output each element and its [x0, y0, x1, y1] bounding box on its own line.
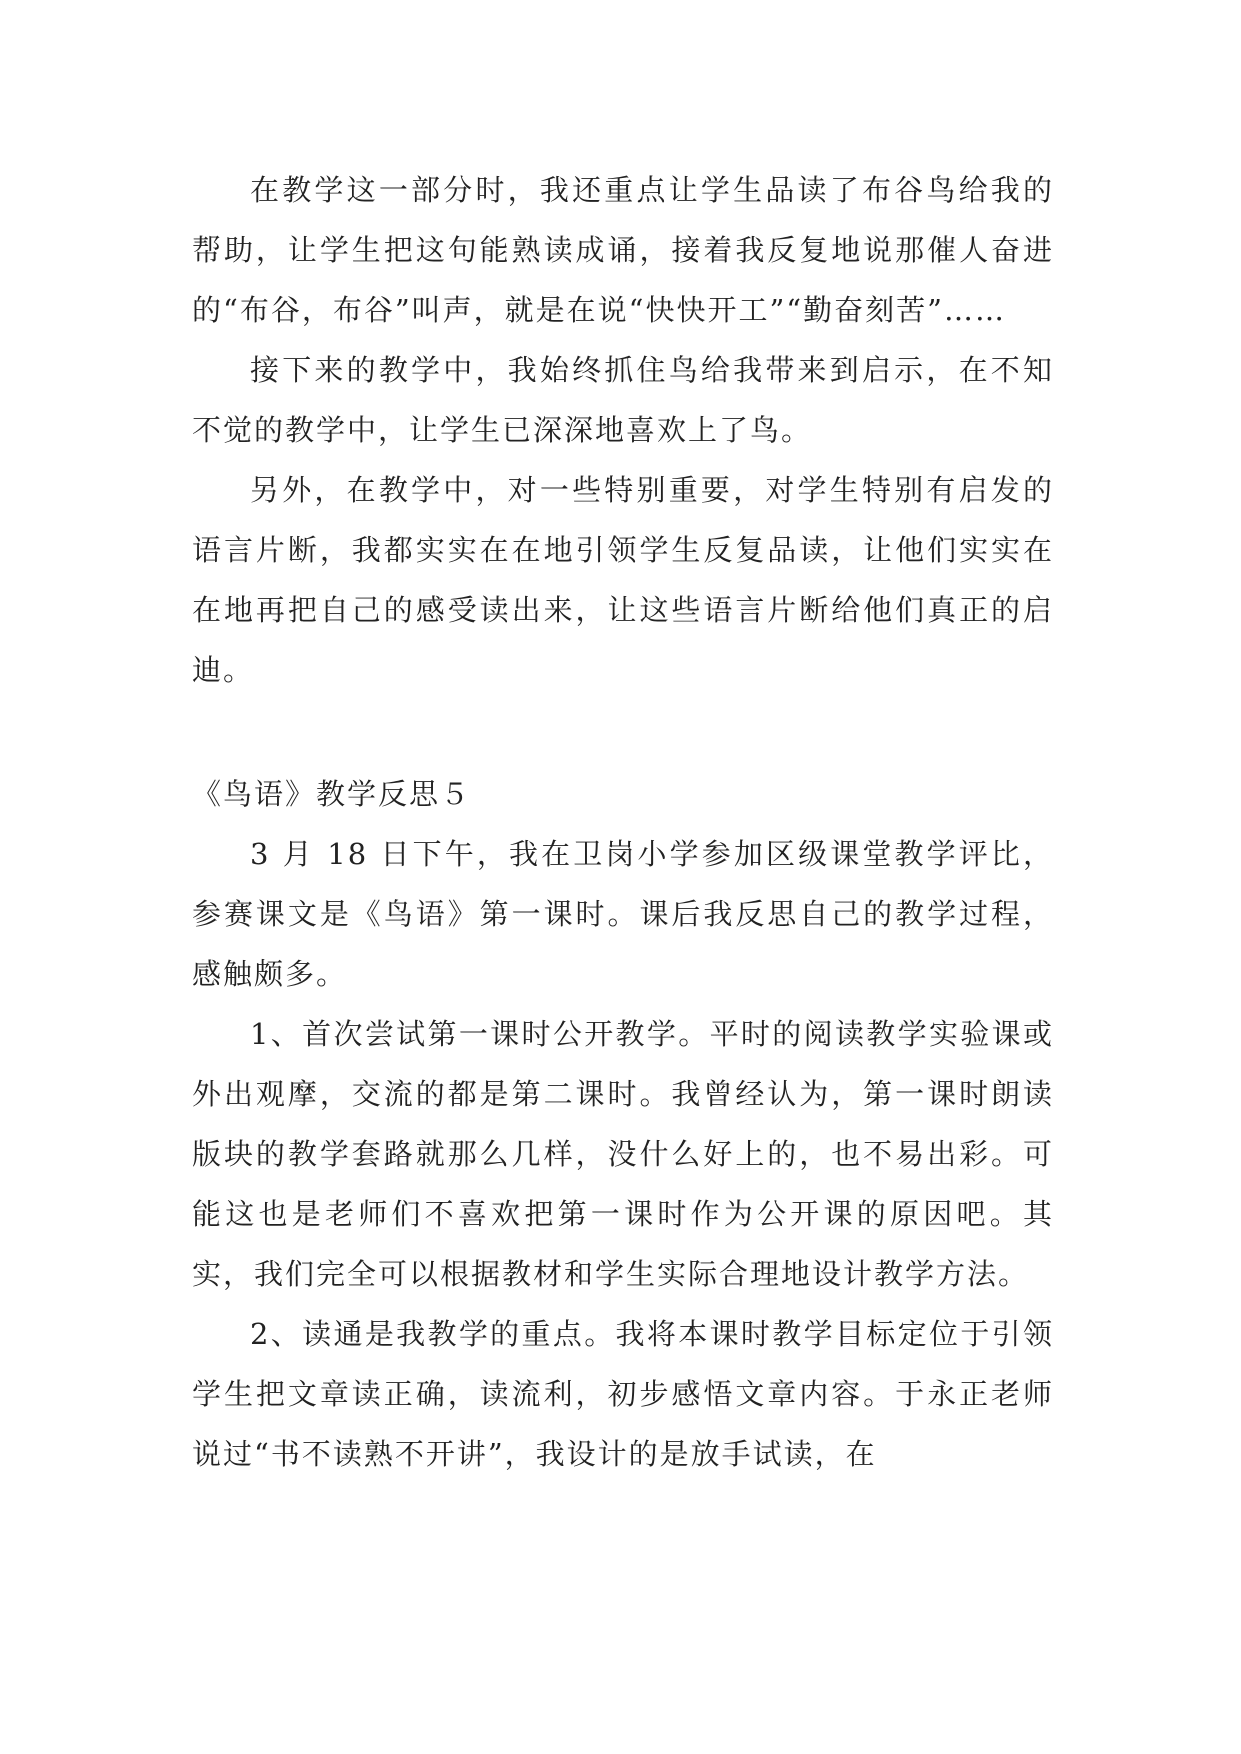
body-paragraph: 在教学这一部分时，我还重点让学生品读了布谷鸟给我的帮助，让学生把这句能熟读成诵，接着我反复地说那催人奋进的“布谷，布谷”叫声，就是在说“快快开工”“勤奋刻苦”…… — [192, 173, 1054, 327]
section-title: 《鸟语》教学反思５ — [192, 777, 472, 811]
body-paragraph: 3 月 18 日下午，我在卫岗小学参加区级课堂教学评比，参赛课文是《鸟语》第一课时。课后我反思自己的教学过程，感触颇多。 — [192, 837, 1054, 991]
body-paragraph: 1、首次尝试第一课时公开教学。平时的阅读教学实验课或外出观摩，交流的都是第二课时。我曾经认为，第一课时朗读版块的教学套路就那么几样，没什么好上的，也不易出彩。可能这也是老师们不喜欢把第一课时作为公开课的原因吧。其实，我们完全可以根据教材和学生实际合理地设计教学方法。 — [192, 1017, 1054, 1291]
body-paragraph: 2、读通是我教学的重点。我将本课时教学目标定位于引领学生把文章读正确，读流利，初步感悟文章内容。于永正老师说过“书不读熟不开讲”，我设计的是放手试读，在 — [192, 1317, 1054, 1471]
body-paragraph: 另外，在教学中，对一些特别重要，对学生特别有启发的语言片断，我都实实在在地引领学生反复品读，让他们实实在在地再把自己的感受读出来，让这些语言片断给他们真正的启迪。 — [192, 473, 1054, 687]
body-paragraph: 接下来的教学中，我始终抓住鸟给我带来到启示，在不知不觉的教学中，让学生已深深地喜欢上了鸟。 — [192, 353, 1054, 447]
